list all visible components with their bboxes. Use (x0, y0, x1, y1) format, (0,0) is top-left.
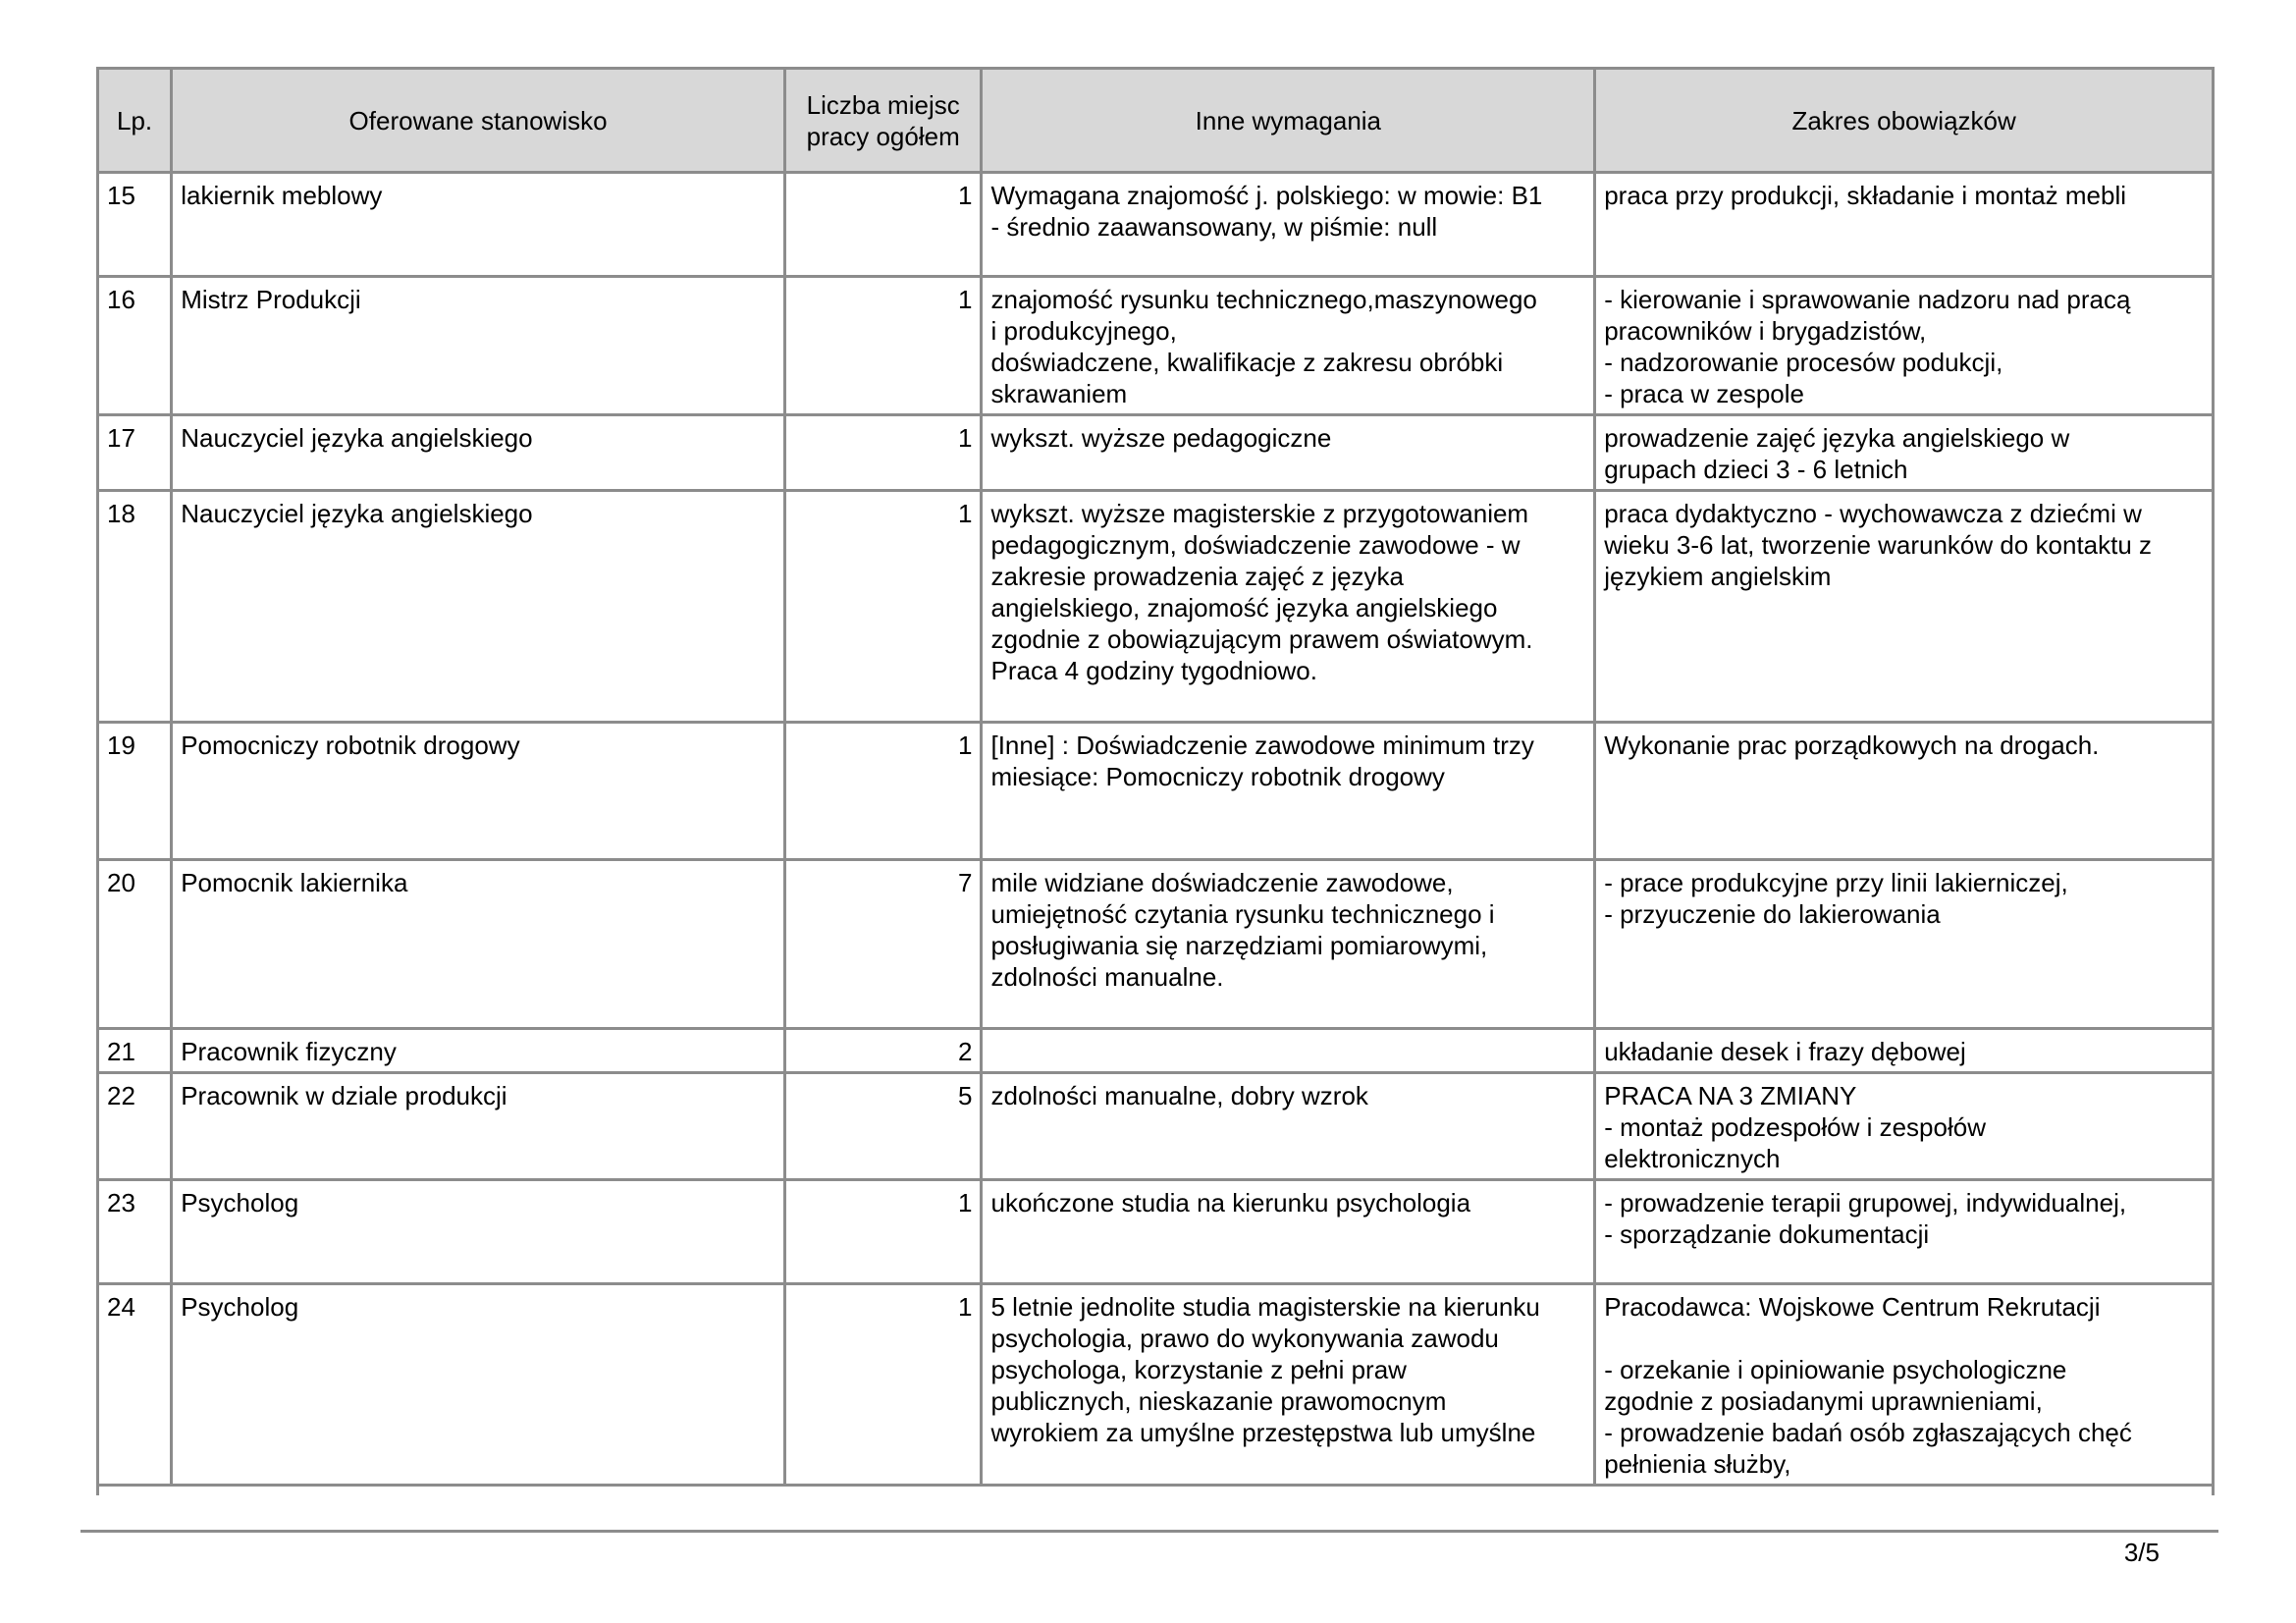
cell-position: Pomocniczy robotnik drogowy (172, 723, 785, 860)
cell-position: Psycholog (172, 1180, 785, 1284)
cell-requirements: mile widziane doświadczenie zawodowe, umiejętność czytania rysunku technicznego i posługiwania się narzędziami pomiarowymi, zdolności manualne. (982, 860, 1595, 1029)
cell-duties: układanie desek i frazy dębowej (1595, 1029, 2214, 1073)
cell-lp: 15 (98, 173, 172, 277)
cell-requirements: [Inne] : Doświadczenie zawodowe minimum trzy miesiące: Pomocniczy robotnik drogowy (982, 723, 1595, 860)
header-row (98, 69, 2214, 173)
cell-requirements: znajomość rysunku technicznego,maszynowego i produkcyjnego, doświadczene, kwalifikacje z zakresu obróbki skrawaniem (982, 277, 1595, 415)
cell-lp: 19 (98, 723, 172, 860)
header-duties: Zakres obowiązków (1595, 69, 2214, 173)
job-offers-table-container (96, 67, 2215, 1487)
cell-lp: 24 (98, 1284, 172, 1486)
cell-requirements: Wymagana znajomość j. polskiego: w mowie: B1 - średnio zaawansowany, w piśmie: null (982, 173, 1595, 277)
cell-requirements: ukończone studia na kierunku psychologia (982, 1180, 1595, 1284)
header-places: Liczba miejsc pracy ogółem (784, 69, 982, 173)
cell-requirements: wykszt. wyższe magisterskie z przygotowaniem pedagogicznym, doświadczenie zawodowe - w zakresie prowadzenia zajęć z języka angielskiego, znajomość języka angielskiego zgodnie z obowiązującym prawem oświatowym. Praca 4 godziny tygodniowo. (982, 491, 1595, 723)
table-row (98, 723, 2214, 860)
cell-lp: 17 (98, 415, 172, 491)
table-row (98, 415, 2214, 491)
cell-lp: 21 (98, 1029, 172, 1073)
cell-position: Pracownik fizyczny (172, 1029, 785, 1073)
cell-position: Psycholog (172, 1284, 785, 1486)
cell-places: 2 (784, 1029, 982, 1073)
cell-places: 1 (784, 173, 982, 277)
table-row (98, 1029, 2214, 1073)
cell-lp: 18 (98, 491, 172, 723)
table-row (98, 173, 2214, 277)
table-row (98, 1180, 2214, 1284)
cell-position: lakiernik meblowy (172, 173, 785, 277)
page-number: 3/5 (2123, 1538, 2160, 1567)
cell-position: Nauczyciel języka angielskiego (172, 491, 785, 723)
cell-requirements (982, 1029, 1595, 1073)
cell-duties: prowadzenie zajęć języka angielskiego w grupach dzieci 3 - 6 letnich (1595, 415, 2214, 491)
table-row (98, 1073, 2214, 1180)
cell-lp: 20 (98, 860, 172, 1029)
cell-duties: praca dydaktyczno - wychowawcza z dziećmi w wieku 3-6 lat, tworzenie warunków do kontaktu z językiem angielskim (1595, 491, 2214, 723)
cell-lp: 23 (98, 1180, 172, 1284)
table-header (98, 69, 2214, 173)
cell-duties: Pracodawca: Wojskowe Centrum Rekrutacji - orzekanie i opiniowanie psychologiczne zgodnie z posiadanymi uprawnieniami, - prowadzenie badań osób zgłaszających chęć pełnienia służby, (1595, 1284, 2214, 1486)
cell-lp: 16 (98, 277, 172, 415)
table-row (98, 860, 2214, 1029)
cell-duties: Wykonanie prac porządkowych na drogach. (1595, 723, 2214, 860)
cell-places: 1 (784, 415, 982, 491)
footer-divider (80, 1530, 2218, 1533)
cell-places: 1 (784, 277, 982, 415)
cell-position: Nauczyciel języka angielskiego (172, 415, 785, 491)
table-row (98, 491, 2214, 723)
cell-duties: praca przy produkcji, składanie i montaż mebli (1595, 173, 2214, 277)
header-lp: Lp. (98, 69, 172, 173)
header-position: Oferowane stanowisko (172, 69, 785, 173)
table-row (98, 277, 2214, 415)
cell-lp: 22 (98, 1073, 172, 1180)
cell-places: 1 (784, 491, 982, 723)
header-requirements: Inne wymagania (982, 69, 1595, 173)
cell-places: 5 (784, 1073, 982, 1180)
cell-position: Pomocnik lakiernika (172, 860, 785, 1029)
cell-places: 1 (784, 723, 982, 860)
cell-duties: - kierowanie i sprawowanie nadzoru nad pracą pracowników i brygadzistów, - nadzorowanie procesów podukcji, - praca w zespole (1595, 277, 2214, 415)
cell-duties: PRACA NA 3 ZMIANY - montaż podzespołów i zespołów elektronicznych (1595, 1073, 2214, 1180)
cell-requirements: zdolności manualne, dobry wzrok (982, 1073, 1595, 1180)
cell-places: 7 (784, 860, 982, 1029)
cell-requirements: 5 letnie jednolite studia magisterskie na kierunku psychologia, prawo do wykonywania zawodu psychologa, korzystanie z pełni praw publicznych, nieskazanie prawomocnym wyrokiem za umyślne przestępstwa lub umyślne (982, 1284, 1595, 1486)
cell-duties: - prowadzenie terapii grupowej, indywidualnej, - sporządzanie dokumentacji (1595, 1180, 2214, 1284)
table-body (98, 173, 2214, 1486)
cell-places: 1 (784, 1284, 982, 1486)
cell-position: Mistrz Produkcji (172, 277, 785, 415)
cell-duties: - prace produkcyjne przy linii lakierniczej, - przyuczenie do lakierowania (1595, 860, 2214, 1029)
cell-places: 1 (784, 1180, 982, 1284)
table-continuation-edge (96, 1478, 2215, 1495)
job-offers-table (96, 67, 2215, 1487)
cell-requirements: wykszt. wyższe pedagogiczne (982, 415, 1595, 491)
cell-position: Pracownik w dziale produkcji (172, 1073, 785, 1180)
table-row (98, 1284, 2214, 1486)
